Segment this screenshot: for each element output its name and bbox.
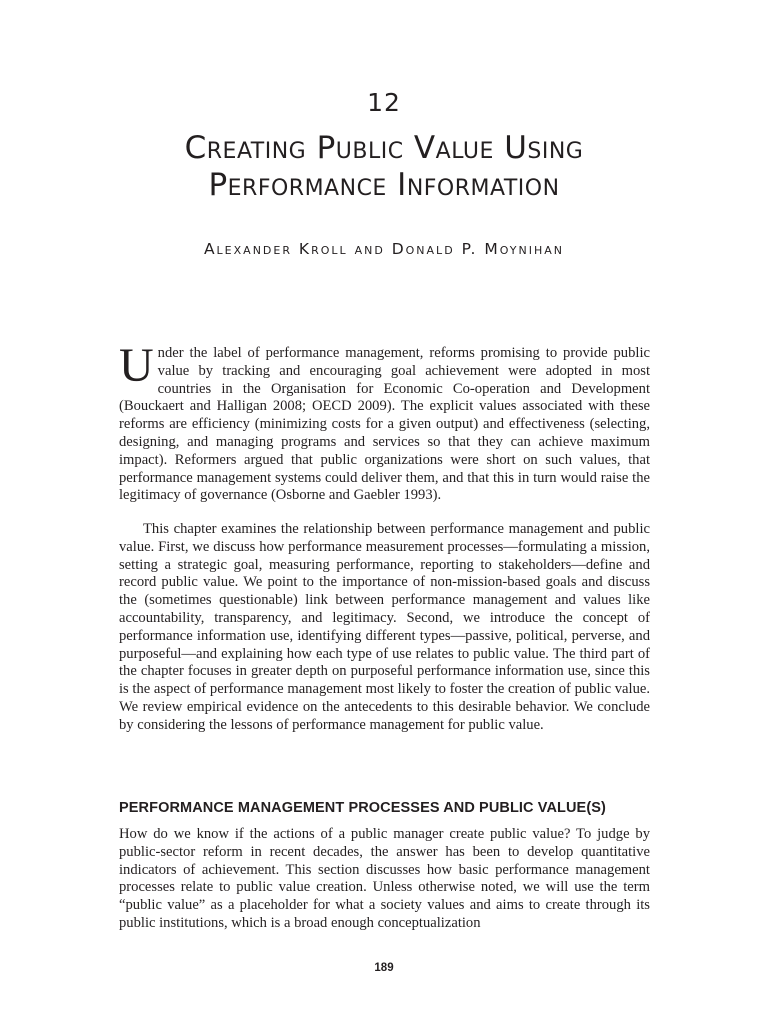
page-number: 189	[374, 962, 394, 974]
chapter-title	[0, 130, 768, 204]
intro-paragraph-1	[119, 339, 650, 505]
drop-cap: U	[119, 339, 154, 392]
chapter-title-line-1: Creating Public Value Using	[184, 130, 584, 166]
intro-paragraph-2: This chapter examines the relationship between performance management and public value. First, we discuss how performance measurement processes—formulating a mission, setting a strategic goal, measuring performance, reporting to stakeholders—define and record public value. We point to the importance of non-mission-based goals and discuss the (sometimes questionable) link between performance management and values like accountability, transparency, and legitimacy. Second, we introduce the concept of performance information use, identifying different types—passive, political, perverse, and purposeful—and explaining how each type of use relates to public value. The third part of the chapter focuses in greater depth on purposeful performance information use, since this is the aspect of performance management most likely to foster the creation of public value. We review empirical evidence on the antecedents to this desirable behavior. We conclude by considering the lessons of performance management for public value.	[119, 521, 650, 733]
section-paragraph-1: How do we know if the actions of a public manager create public value? To judge by public-sector reform in recent decades, the answer has been to develop quantitative indicators of achievement. This section discusses how basic performance management processes relate to public value creation. Unless otherwise noted, we will use the term “public value” as a placeholder for what a society values and aims to create through its public institutions, which is a broad enough conceptualization	[119, 826, 650, 931]
section-heading: PERFORMANCE MANAGEMENT PROCESSES AND PUBLIC VALUE(S)	[119, 800, 606, 816]
chapter-authors: Alexander Kroll and Donald P. Moynihan	[203, 240, 565, 258]
chapter-number: 12	[367, 88, 401, 117]
chapter-title-line-2: Performance Information	[208, 167, 560, 203]
intro-paragraph-1-text: nder the label of performance management, reforms promising to provide public value by tracking and encouraging goal achievement were adopted in most countries in the Organisation for Economic Co-operation and Development (Bouckaert and Halligan 2008; OECD 2009). The explicit values associated with these reforms are efficiency (minimizing costs for a given output) and effectiveness (selecting, designing, and managing programs and services so that they can achieve maximum impact). Reformers argued that public organizations were short on such values, that performance management systems could deliver them, and that this in turn would raise the legitimacy of governance (Osborne and Gaebler 1993).	[119, 345, 650, 504]
